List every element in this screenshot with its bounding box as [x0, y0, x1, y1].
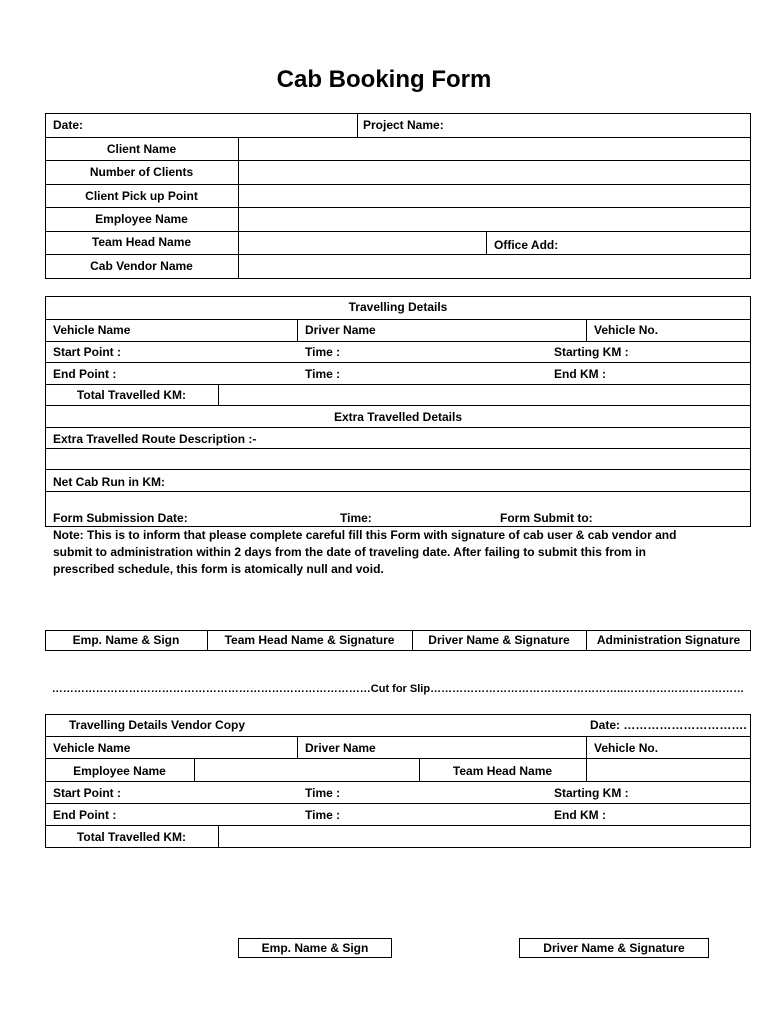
vendor-team-head-name-label: Team Head Name	[452, 764, 553, 778]
total-travelled-km-field[interactable]	[219, 385, 750, 404]
starting-km-label: Starting KM :	[554, 345, 629, 359]
driver-sign-cell: Driver Name & Signature	[428, 633, 570, 647]
vendor-employee-name-field[interactable]	[195, 759, 418, 780]
client-pickup-point-field[interactable]	[239, 185, 750, 206]
team-head-name-label: Team Head Name	[91, 235, 192, 249]
vendor-end-km-label: End KM :	[554, 808, 606, 822]
divider	[297, 736, 298, 758]
client-name-field[interactable]	[239, 138, 750, 159]
divider	[45, 469, 751, 470]
form-submit-to-label: Form Submit to:	[500, 511, 593, 525]
team-head-name-field[interactable]	[239, 232, 485, 253]
cab-vendor-name-field[interactable]	[239, 255, 750, 278]
vendor-total-travelled-km-label: Total Travelled KM:	[76, 830, 187, 844]
employee-name-field[interactable]	[239, 208, 750, 230]
divider	[45, 803, 751, 804]
end-time-label: Time :	[305, 367, 341, 381]
bottom-emp-sign-box: Emp. Name & Sign	[238, 938, 392, 958]
vendor-vehicle-name-label: Vehicle Name	[53, 741, 131, 755]
vehicle-no-label: Vehicle No.	[594, 323, 659, 337]
extra-route-description-field[interactable]	[46, 449, 750, 468]
extra-travelled-details-header: Extra Travelled Details	[333, 410, 463, 424]
office-address-label: Office Add:	[494, 238, 559, 252]
vendor-copy-date: Date: ………………………….	[590, 718, 747, 732]
vehicle-name-label: Vehicle Name	[53, 323, 131, 337]
cut-for-slip-line: ……………………………………………………………………………Cut for Slip……………………………………………..……………………………	[51, 683, 745, 695]
divider	[45, 405, 751, 406]
note-label: Note:	[53, 528, 84, 542]
vendor-end-time-label: Time :	[305, 808, 341, 822]
divider	[45, 341, 751, 342]
divider	[486, 231, 487, 254]
vendor-employee-name-label: Employee Name	[73, 764, 166, 778]
start-point-label: Start Point :	[53, 345, 121, 359]
start-time-label: Time :	[305, 345, 341, 359]
divider	[357, 113, 358, 137]
client-pickup-point-label: Client Pick up Point	[85, 189, 198, 203]
number-of-clients-field[interactable]	[239, 161, 750, 183]
divider	[297, 319, 298, 341]
divider	[45, 491, 751, 492]
divider	[45, 319, 751, 320]
extra-route-description-label: Extra Travelled Route Description :-	[53, 432, 257, 446]
vendor-end-point-label: End Point :	[53, 808, 117, 822]
vendor-driver-name-label: Driver Name	[305, 741, 376, 755]
divider	[45, 781, 751, 782]
vendor-starting-km-label: Starting KM :	[554, 786, 629, 800]
admin-sign-cell: Administration Signature	[596, 633, 741, 647]
vendor-team-head-name-field[interactable]	[587, 759, 750, 780]
net-cab-run-label: Net Cab Run in KM:	[53, 475, 165, 489]
project-name-label: Project Name:	[363, 118, 444, 132]
cab-vendor-name-label: Cab Vendor Name	[90, 259, 193, 273]
divider	[586, 319, 587, 341]
vendor-start-time-label: Time :	[305, 786, 341, 800]
divider	[45, 736, 751, 737]
bottom-driver-sign-box: Driver Name & Signature	[519, 938, 709, 958]
form-submission-date-label: Form Submission Date:	[53, 511, 188, 525]
vendor-vehicle-no-label: Vehicle No.	[594, 741, 659, 755]
divider	[45, 362, 751, 363]
date-label: Date:	[53, 118, 84, 132]
note-text: This is to inform that please complete careful fill this Form with signature of cab user & cab vendor and submit to administration within 2 days from the date of traveling date. After failing to submit this from in prescribed schedule, this form is atomically null and void.	[53, 528, 677, 576]
submission-time-label: Time:	[340, 511, 372, 525]
divider	[45, 427, 751, 428]
total-travelled-km-label: Total Travelled KM:	[76, 388, 187, 402]
end-km-label: End KM :	[554, 367, 606, 381]
end-point-label: End Point :	[53, 367, 117, 381]
vendor-total-travelled-km-field[interactable]	[219, 826, 750, 847]
vendor-start-point-label: Start Point :	[53, 786, 121, 800]
driver-name-label: Driver Name	[305, 323, 376, 337]
vendor-copy-header: Travelling Details Vendor Copy	[69, 718, 246, 732]
travelling-details-header: Travelling Details	[348, 300, 448, 314]
client-name-label: Client Name	[106, 142, 177, 156]
number-of-clients-label: Number of Clients	[89, 165, 194, 179]
employee-name-label: Employee Name	[95, 212, 188, 226]
emp-sign-cell: Emp. Name & Sign	[72, 633, 180, 647]
page-title: Cab Booking Form	[276, 66, 492, 93]
note-paragraph	[53, 527, 703, 578]
team-head-sign-cell: Team Head Name & Signature	[224, 633, 395, 647]
